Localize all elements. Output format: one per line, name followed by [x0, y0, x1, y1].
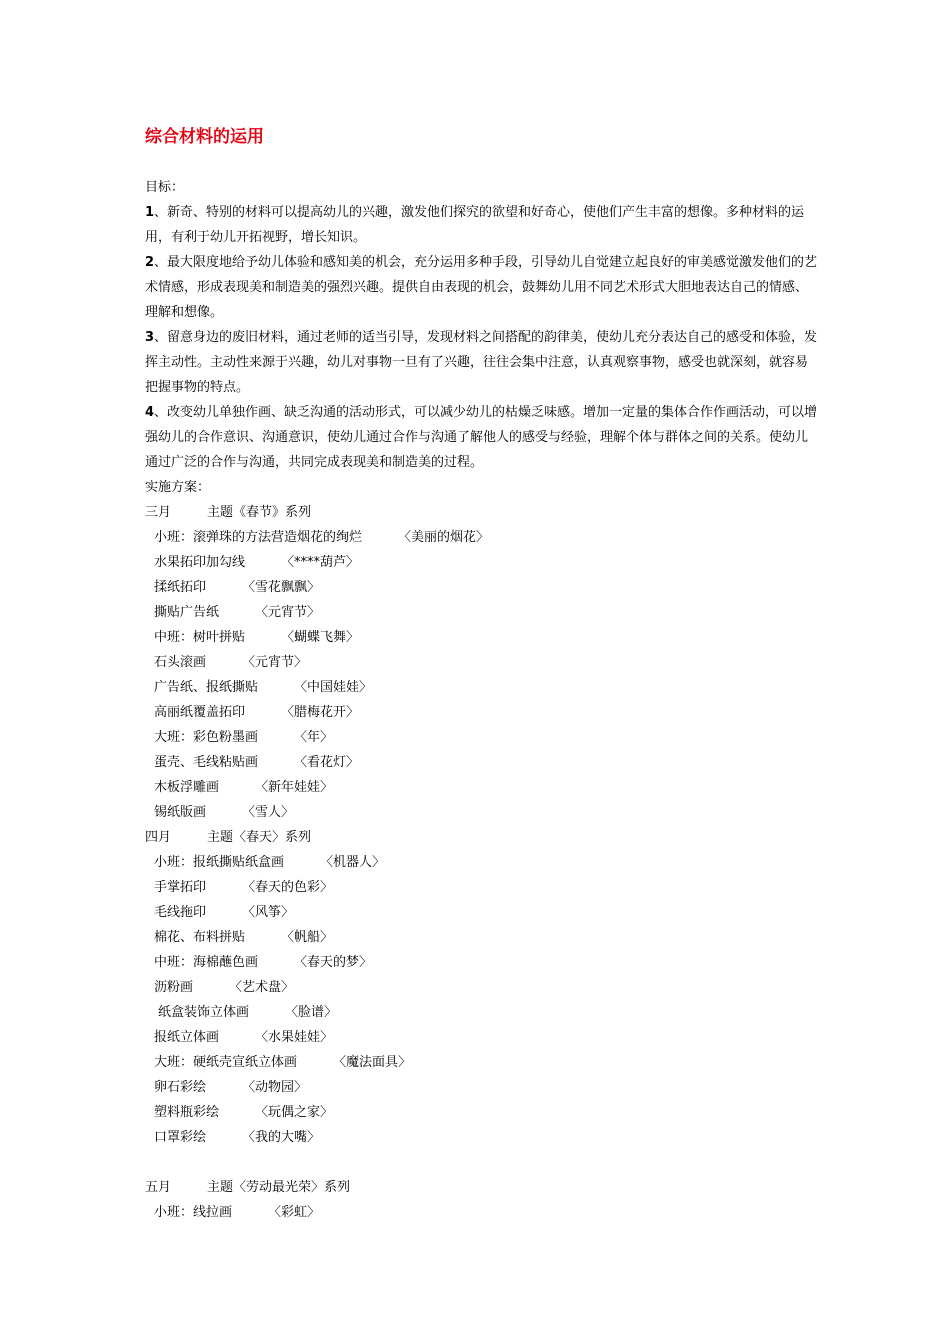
work-title: 〈我的大嘴〉 [242, 1130, 321, 1145]
month-theme: 主题《春节》系列 [207, 505, 312, 520]
activity-name: 锡纸版画 [154, 805, 207, 820]
goal-item-2 [145, 250, 820, 325]
activity-name: 水果拓印加勾线 [154, 555, 246, 570]
plan-label: 实施方案： [145, 480, 211, 495]
goal-text: 、留意身边的废旧材料，通过老师的适当引导，发现材料之间搭配的韵律美，使幼儿充分表达自己的感受和体验，发挥主动性。主动性来源于兴趣，幼儿对事物一旦有了兴趣，往往会集中注意，认真观察事物，感受也就深刻，就容易把握事物的特点。 [145, 330, 818, 395]
activity-name: 中班：海棉蘸色画 [154, 955, 259, 970]
work-title: 〈帆船〉 [281, 930, 334, 945]
activity-name: 棉花、布料拼贴 [154, 930, 246, 945]
work-title: 〈****葫芦〉 [281, 555, 360, 570]
activity-name: 高丽纸覆盖拓印 [154, 705, 246, 720]
activity-name: 揉纸拓印 [154, 580, 207, 595]
activity-name: 广告纸、报纸撕贴 [154, 680, 259, 695]
goals-label: 目标： [145, 180, 185, 195]
activity-name: 石头滚画 [154, 655, 207, 670]
work-title: 〈美丽的烟花〉 [398, 530, 490, 545]
activity-line [145, 950, 820, 975]
activity-line [145, 725, 820, 750]
work-title: 〈脸谱〉 [285, 1005, 338, 1020]
activity-line [145, 525, 820, 550]
activity-line [145, 1025, 820, 1050]
work-title: 〈艺术盘〉 [229, 980, 295, 995]
activity-line [145, 750, 820, 775]
month-theme: 主题〈劳动最光荣〉系列 [207, 1180, 351, 1195]
activity-name: 口罩彩绘 [154, 1130, 207, 1145]
month-name: 三月 [145, 505, 172, 520]
activity-name: 卵石彩绘 [154, 1080, 207, 1095]
activity-name: 大班：彩色粉墨画 [154, 730, 259, 745]
activity-name: 纸盒装饰立体画 [158, 1005, 250, 1020]
activity-line [145, 600, 820, 625]
goal-number: 2 [145, 255, 155, 270]
work-title: 〈春天的梦〉 [294, 955, 373, 970]
activity-line [145, 1100, 820, 1125]
activity-name: 毛线拖印 [154, 905, 207, 920]
activity-line [145, 675, 820, 700]
work-title: 〈彩虹〉 [268, 1205, 321, 1220]
activity-name: 撕贴广告纸 [154, 605, 220, 620]
work-title: 〈动物园〉 [242, 1080, 308, 1095]
work-title: 〈雪人〉 [242, 805, 295, 820]
work-title: 〈元宵节〉 [255, 605, 321, 620]
activity-name: 塑料瓶彩绘 [154, 1105, 220, 1120]
work-title: 〈玩偶之家〉 [255, 1105, 334, 1120]
work-title: 〈机器人〉 [320, 855, 386, 870]
work-title: 〈春天的色彩〉 [242, 880, 334, 895]
goal-text: 、改变幼儿单独作画、缺乏沟通的活动形式，可以减少幼儿的枯燥乏味感。增加一定量的集体合作作画活动，可以增强幼儿的合作意识、沟通意识，使幼儿通过合作与沟通了解他人的感受与经验，理解个体与群体之间的关系。使幼儿通过广泛的合作与沟通，共同完成表现美和制造美的过程。 [145, 405, 818, 470]
activity-line [145, 575, 820, 600]
activity-line [145, 700, 820, 725]
goal-number: 1 [145, 205, 155, 220]
activity-name: 木板浮雕画 [154, 780, 220, 795]
activity-name: 小班：线拉画 [154, 1205, 233, 1220]
month-heading-march [145, 500, 820, 525]
activity-line [145, 775, 820, 800]
activity-line [145, 550, 820, 575]
goal-number: 3 [145, 330, 155, 345]
activity-line [145, 650, 820, 675]
activity-name: 沥粉画 [154, 980, 194, 995]
month-name: 五月 [145, 1180, 172, 1195]
goal-text: 、最大限度地给予幼儿体验和感知美的机会，充分运用多种手段，引导幼儿自觉建立起良好的审美感觉激发他们的艺术情感，形成表现美和制造美的强烈兴趣。提供自由表现的机会，鼓舞幼儿用不同艺术形式大胆地表达自己的情感、理解和想像。 [145, 255, 818, 320]
activity-name: 小班：报纸撕贴纸盒画 [154, 855, 285, 870]
activity-line [145, 975, 820, 1000]
work-title: 〈腊梅花开〉 [281, 705, 360, 720]
activity-name: 小班：滚弹珠的方法营造烟花的绚烂 [154, 530, 363, 545]
activity-line [145, 925, 820, 950]
activity-line [145, 1200, 820, 1225]
activity-line [145, 1075, 820, 1100]
activity-line [145, 625, 820, 650]
goal-item-3 [145, 325, 820, 400]
blank-line [145, 1150, 820, 1175]
activity-name: 中班：树叶拼贴 [154, 630, 246, 645]
work-title: 〈新年娃娃〉 [255, 780, 334, 795]
activity-line [145, 1000, 820, 1025]
activity-line [145, 900, 820, 925]
activity-name: 报纸立体画 [154, 1030, 220, 1045]
month-heading-may [145, 1175, 820, 1200]
activity-line [145, 850, 820, 875]
work-title: 〈风筝〉 [242, 905, 295, 920]
month-theme: 主题〈春天〉系列 [207, 830, 312, 845]
work-title: 〈水果娃娃〉 [255, 1030, 334, 1045]
document-title: 综合材料的运用 [145, 127, 264, 147]
activity-line [145, 1125, 820, 1150]
work-title: 〈看花灯〉 [294, 755, 360, 770]
work-title: 〈蝴蝶飞舞〉 [281, 630, 360, 645]
activity-name: 蛋壳、毛线粘贴画 [154, 755, 259, 770]
activity-name: 手掌拓印 [154, 880, 207, 895]
goal-text: 、新奇、特别的材料可以提高幼儿的兴趣，激发他们探究的欲望和好奇心，使他们产生丰富的想像。多种材料的运用，有利于幼儿开拓视野，增长知识。 [145, 205, 805, 245]
work-title: 〈魔法面具〉 [333, 1055, 412, 1070]
activity-line [145, 800, 820, 825]
work-title: 〈元宵节〉 [242, 655, 308, 670]
month-heading-april [145, 825, 820, 850]
work-title: 〈年〉 [294, 730, 334, 745]
goal-number: 4 [145, 405, 155, 420]
document-body [145, 175, 820, 1225]
activity-line [145, 875, 820, 900]
goal-item-4 [145, 400, 820, 475]
activity-name: 大班：硬纸壳宣纸立体画 [154, 1055, 298, 1070]
activity-line [145, 1050, 820, 1075]
work-title: 〈雪花飘飘〉 [242, 580, 321, 595]
work-title: 〈中国娃娃〉 [294, 680, 373, 695]
goal-item-1 [145, 200, 820, 250]
month-name: 四月 [145, 830, 172, 845]
